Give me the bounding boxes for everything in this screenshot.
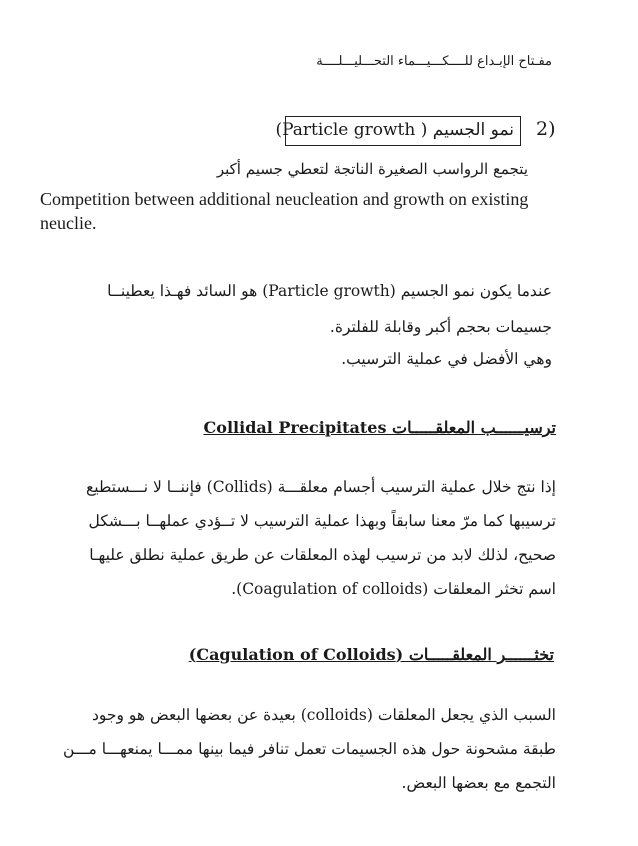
paragraph-line: إذا نتج خلال عملية الترسيب أجسام معلقـــة (Collids) فإننــا لا نـــستطيع bbox=[86, 478, 556, 496]
section-number: 2) bbox=[536, 118, 556, 140]
paragraph-line: ترسيبها كما مرّ معنا سابقاً وبهذا عملية الترسيب لا تــؤدي عملهــا بـــشكل bbox=[88, 512, 556, 530]
paragraph-line: السبب الذي يجعل المعلقات (colloids) بعيدة عن بعضها البعض هو وجود bbox=[91, 706, 556, 724]
paragraph-line: وهي الأفضل في عملية الترسيب. bbox=[341, 350, 552, 368]
paragraph-line: طبقة مشحونة حول هذه الجسيمات تعمل تنافر فيما بينها ممـــا يمنعهـــا مـــن bbox=[63, 740, 556, 758]
running-header: مفـتاح الإبـداع للــــكـــيـــماء التحـــليـــلــــة bbox=[316, 54, 552, 69]
paragraph-line: جسيمات بحجم أكبر وقابلة للفلترة. bbox=[329, 318, 552, 336]
paragraph-line: صحيح، لذلك لابد من ترسيب لهذه المعلقات عن طريق عملية نطلق عليهـا bbox=[89, 546, 556, 564]
paragraph-line: عندما يكون نمو الجسيم (Particle growth) هو السائد فهـذا يعطينــا bbox=[107, 282, 552, 300]
paragraph-line: اسم تخثر المعلقات (Coagulation of colloids). bbox=[231, 580, 556, 598]
paragraph-line: التجمع مع بعضها البعض. bbox=[401, 774, 556, 792]
section-subtitle: يتجمع الرواسب الصغيرة الناتجة لتعطي جسيم أكبر bbox=[216, 160, 528, 178]
section-title-box: نمو الجسيم ( Particle growth) bbox=[285, 116, 521, 146]
heading-collidal-precipitates: ترسيــــــب المعلقـــــات Collidal Precipitates bbox=[203, 418, 556, 437]
english-note: Competition between additional neucleation and growth on existing neuclie. bbox=[40, 189, 529, 233]
heading-coagulation-of-colloids: تخثــــــر المعلقـــــات (Cagulation of Colloids) bbox=[188, 645, 554, 664]
